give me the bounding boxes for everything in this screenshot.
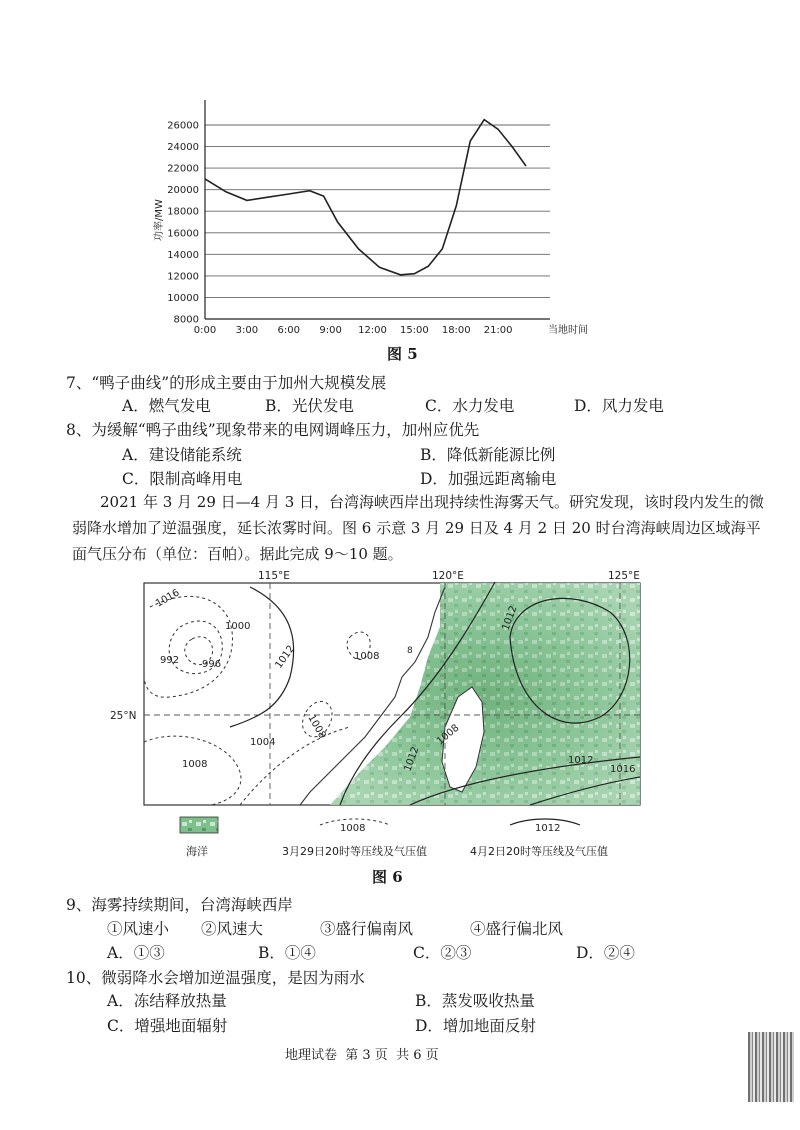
q9-option-d[interactable]: D．②④ (576, 944, 635, 962)
legend-0329-label: 3月29日20时等压线及气压值 (282, 845, 427, 858)
legend-ocean-label: 海洋 (186, 845, 208, 858)
isobar-label: 1016 (154, 587, 182, 610)
isobar-label: 1012 (273, 643, 298, 671)
scan-artifact (748, 1032, 794, 1102)
lon-label-125: 125°E (608, 570, 640, 582)
duck-curve-chart (140, 95, 600, 345)
isobar-label: 1008 (434, 722, 462, 748)
x-tick-label: 9:00 (319, 325, 342, 336)
isobar-label: 1012 (500, 604, 520, 633)
q7-option-a[interactable]: A．燃气发电 (122, 397, 211, 415)
q10-option-c[interactable]: C．增强地面辐射 (107, 1017, 228, 1035)
isobar-label: 1004 (250, 737, 276, 748)
q9-stem: 9、海雾持续期间，台湾海峡西岸 (66, 896, 293, 914)
y-tick-label: 24000 (167, 142, 199, 154)
pressure-map (110, 567, 650, 847)
q9-item-2: ②风速大 (201, 920, 264, 938)
isobar-label: 996 (202, 659, 222, 670)
passage-text: 2021 年 3 月 29 日—4 月 3 日，台湾海峡西岸出现持续性海雾天气。研究发现，该时段内发生的微弱降水增加了逆温强度，延长浓雾时间。图 6 示意 3 月 29 日及 4 月 2 日 20 时台湾海峡周边区域海平面气压分布（单位：百帕）。据此完成 9～10 题。 (72, 493, 765, 563)
q9-item-1: ①风速小 (107, 920, 170, 938)
chart-x-ticks (194, 325, 513, 336)
isobar-label: 1012 (568, 755, 594, 766)
isobar-label: 1008 (354, 651, 380, 662)
y-tick-label: 12000 (167, 271, 199, 283)
power-series-line (205, 120, 526, 275)
q7-option-b[interactable]: B．光伏发电 (265, 397, 354, 415)
x-tick-label: 6:00 (277, 325, 300, 336)
isobar-label: 1016 (610, 764, 636, 775)
lon-label-120: 120°E (432, 570, 464, 582)
y-tick-label: 14000 (167, 249, 199, 261)
x-tick-label: 0:00 (193, 325, 217, 336)
y-tick-label: 18000 (167, 206, 199, 218)
x-tick-label: 21:00 (483, 325, 513, 336)
q10-option-d[interactable]: D．增加地面反射 (415, 1017, 536, 1035)
isobar-label: 1008 (305, 713, 328, 741)
isobar-label: 992 (160, 655, 180, 666)
q8-option-d[interactable]: D．加强远距离输电 (420, 470, 557, 488)
q9-option-a[interactable]: A．①③ (107, 944, 165, 962)
y-axis-label: 功率/MW (154, 199, 165, 241)
legend-0329-value: 1008 (340, 823, 366, 834)
y-tick-label: 10000 (167, 292, 199, 304)
q7-option-d[interactable]: D．风力发电 (574, 397, 664, 415)
figure-5-caption: 图 5 (387, 345, 418, 363)
y-tick-label: 20000 (167, 185, 199, 197)
y-tick-label: 8000 (173, 314, 199, 326)
q10-option-a[interactable]: A．冻结释放热量 (107, 992, 227, 1010)
figure-6-caption: 图 6 (372, 868, 403, 886)
x-tick-label: 18:00 (441, 325, 471, 336)
y-tick-label: 26000 (167, 120, 199, 132)
q8-option-a[interactable]: A．建设储能系统 (122, 446, 242, 464)
chart-y-ticks (167, 121, 199, 326)
x-axis-label: 当地时间 (548, 325, 588, 336)
legend-ocean-swatch (180, 817, 218, 833)
lon-label-115: 115°E (258, 570, 290, 582)
q10-stem: 10、微弱降水会增加逆温强度，是因为雨水 (66, 969, 365, 987)
lat-label-25n: 25°N (110, 710, 137, 722)
q8-option-b[interactable]: B．降低新能源比例 (420, 446, 556, 464)
legend-0402-label: 4月2日20时等压线及气压值 (470, 845, 608, 858)
q9-option-c[interactable]: C．②③ (413, 944, 472, 962)
legend-0402-value: 1012 (535, 823, 561, 834)
q8-stem: 8、为缓解“鸭子曲线”现象带来的电网调峰压力，加州应优先 (66, 421, 480, 439)
svg-text:8: 8 (407, 646, 413, 656)
x-tick-label: 3:00 (235, 325, 259, 336)
q7-stem: 7、“鸭子曲线”的形成主要由于加州大规模发展 (66, 374, 387, 392)
y-tick-label: 22000 (167, 163, 199, 175)
isobar-label: 1012 (402, 745, 422, 774)
q9-option-b[interactable]: B．①④ (258, 944, 316, 962)
x-tick-label: 15:00 (399, 325, 429, 336)
q9-item-3: ③盛行偏南风 (320, 920, 414, 938)
q8-option-c[interactable]: C．限制高峰用电 (122, 470, 243, 488)
y-tick-label: 16000 (167, 228, 199, 240)
q7-option-c[interactable]: C．水力发电 (425, 397, 515, 415)
isobar-label: 1008 (182, 759, 208, 770)
q10-option-b[interactable]: B．蒸发吸收热量 (415, 992, 535, 1010)
chart-gridlines (205, 125, 550, 297)
x-tick-label: 12:00 (358, 325, 387, 336)
page-footer: 地理试卷 第 3 页 共 6 页 (285, 1048, 439, 1063)
isobar-label: 1000 (225, 621, 251, 632)
q9-item-4: ④盛行偏北风 (470, 920, 564, 938)
